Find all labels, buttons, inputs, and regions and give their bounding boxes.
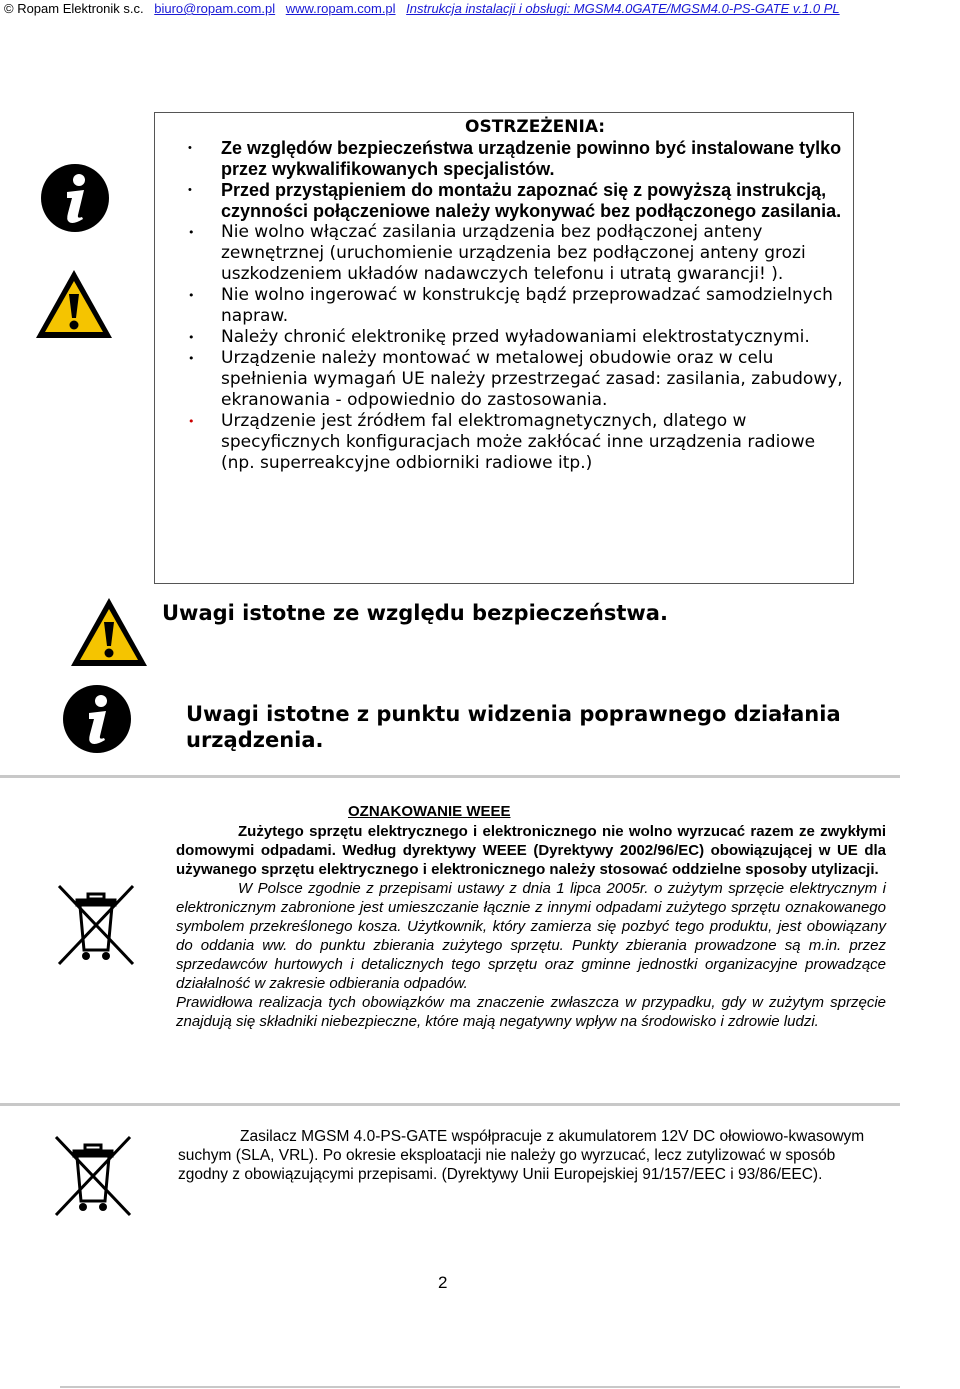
info-icon: [40, 163, 110, 233]
info-icon: [62, 684, 132, 754]
warning-triangle-icon: [34, 268, 114, 340]
warnings-box: [154, 112, 854, 584]
legend-safety: Uwagi istotne ze względu bezpieczeństwa.: [162, 601, 668, 625]
divider: [0, 775, 900, 778]
weee-bold-paragraph: Zużytego sprzętu elektrycznego i elektronicznego nie wolno wyrzucać razem ze zwykłymi domowymi odpadami. Według dyrektywy WEEE (Dyrektywy 2002/96/EC) obowiązującej w UE dla używanego sprzętu elektrycznego i elektronicznego należy stosować oddzielne sposoby utylizacji.: [176, 823, 886, 878]
crossed-out-bin-icon: [55, 882, 137, 968]
weee-italic-paragraph-2: Prawidłowa realizacja tych obowiązków ma znaczenie zwłaszcza w przypadku, gdy w zużytym sprzęcie znajdują się składniki niebezpieczne, które mają negatywny wpływ na środowisko i zdrowie ludzi.: [176, 994, 886, 1030]
warning-item: • Urządzenie należy montować w metalowej obudowie oraz w celu spełnienia wymagań UE należy przestrzegać zasad: zasilania, zabudowy, ekranowania - odpowiednio do zastosowania.: [155, 348, 851, 411]
email-link[interactable]: biuro@ropam.com.pl: [154, 1, 276, 16]
footer-line: [60, 1386, 900, 1388]
warning-item: • Ze względów bezpieczeństwa urządzenie powinno być instalowane tylko przez wykwalifikowanych specjalistów.: [155, 138, 851, 180]
legend-operation: Uwagi istotne z punktu widzenia poprawnego działania urządzenia.: [186, 702, 841, 752]
warning-item: • Należy chronić elektronikę przed wyładowaniami elektrostatycznymi.: [155, 327, 851, 348]
website-link[interactable]: www.ropam.com.pl: [285, 1, 396, 16]
crossed-out-bin-icon: [52, 1133, 134, 1219]
warnings-list: [155, 138, 851, 474]
weee-text-block: [176, 822, 886, 1031]
divider: [0, 1103, 900, 1106]
warnings-heading: OSTRZEŻENIA:: [465, 117, 606, 137]
warning-item: • Nie wolno ingerować w konstrukcję bądź przeprowadzać samodzielnych napraw.: [155, 285, 851, 327]
document-title: Instrukcja instalacji i obsługi: MGSM4.0GATE/MGSM4.0-PS-GATE v.1.0 PL: [406, 1, 840, 16]
warning-triangle-icon: [68, 596, 150, 668]
warning-item: • Nie wolno włączać zasilania urządzenia bez podłączonej anteny zewnętrznej (uruchomienie urządzenia bez podłączonej anteny grozi uszkodzeniem układów nadawczych telefonu i utratą gwarancji! ).: [155, 222, 851, 285]
page-header: [4, 0, 847, 18]
weee-heading: OZNAKOWANIE WEEE: [348, 803, 511, 820]
battery-text: Zasilacz MGSM 4.0-PS-GATE współpracuje z akumulatorem 12V DC ołowiowo-kwasowym suchym (SLA, VRL). Po okresie eksploatacji nie należy go wyrzucać, lecz zutylizować w sposób zgodny z obowiązującymi przepisami. (Dyrektywy Unii Europejskiej 91/157/EEC i 93/86/EEC).: [178, 1128, 865, 1183]
warning-item: • Przed przystąpieniem do montażu zapoznać się z powyższą instrukcją, czynności połączeniowe należy wykonywać bez podłączonego zasilania.: [155, 180, 851, 222]
weee-italic-paragraph: W Polsce zgodnie z przepisami ustawy z dnia 1 lipca 2005r. o zużytym sprzęcie elektrycznym i elektronicznym zabronione jest umieszczanie łącznie z innymi odpadami zużytego sprzętu oznakowanego symbolem przekreślonego kosza. Użytkownik, który zamierza się pozbyć tego produktu, jest obowiązany do oddania ww. do punktu zbierania zużytego sprzętu. Punkty zbierania prowadzone są m.in. przez sprzedawców hurtowych i detalicznych tego sprzętu oraz gminne jednostki organizacyjne prowadzące działalność w zakresie odbierania odpadów.: [176, 880, 886, 992]
page-number: 2: [438, 1273, 448, 1292]
company-name: © Ropam Elektronik s.c.: [4, 1, 144, 16]
warning-item: • Urządzenie jest źródłem fal elektromagnetycznych, dlatego w specyficznych konfiguracjach może zakłócać inne urządzenia radiowe (np. superreakcyjne odbiorniki radiowe itp.): [155, 411, 851, 474]
